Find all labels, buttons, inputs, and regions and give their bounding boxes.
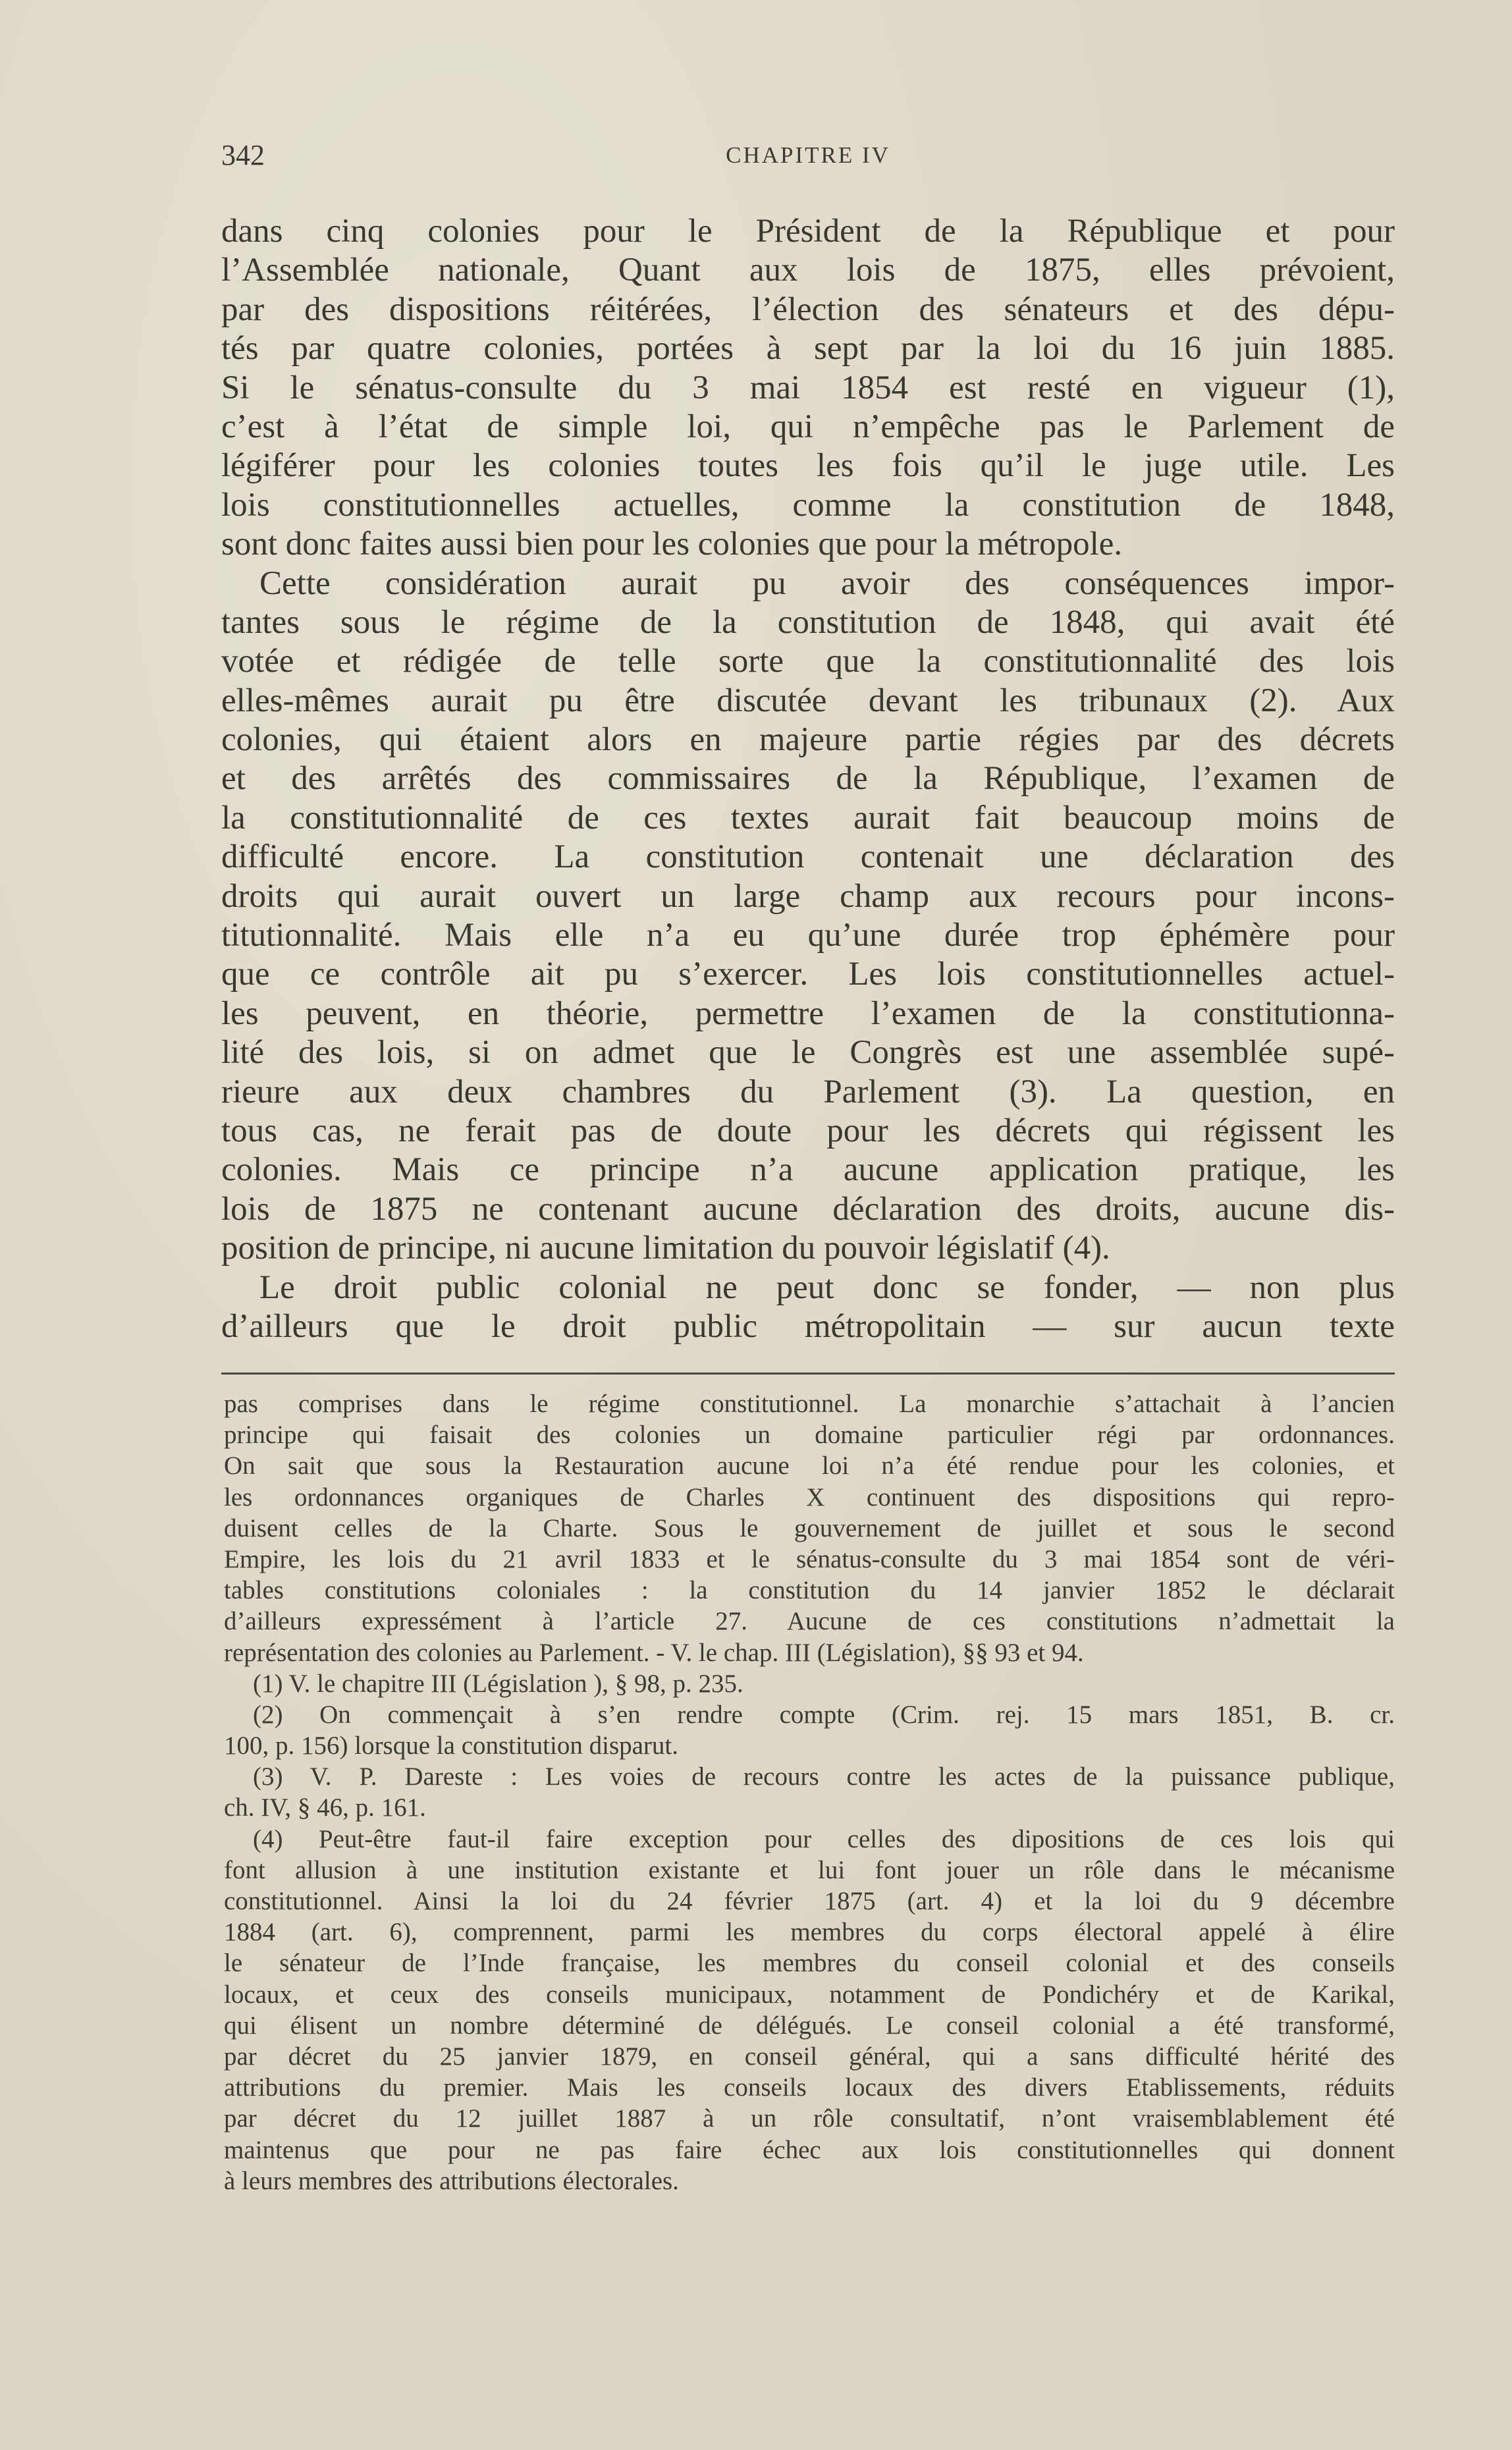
footnote-line: locaux, et ceux des conseils municipaux, notamment de Pondichéry et de Karikal,	[224, 1980, 1395, 2009]
text-line: d’ailleurs que le droit public métropolitain — sur aucun texte	[221, 1307, 1395, 1345]
text-line: sont donc faites aussi bien pour les colonies que pour la métropole.	[221, 526, 1123, 563]
footnote-line: 100, p. 156) lorsque la constitution disparut.	[224, 1731, 679, 1760]
running-header	[221, 138, 1395, 178]
text-line: colonies, qui étaient alors en majeure partie régies par des décrets	[221, 721, 1395, 759]
text-line: que ce contrôle ait pu s’exercer. Les lois constitutionnelles actuel-	[221, 956, 1395, 993]
text-line: tous cas, ne ferait pas de doute pour les décrets qui régissent les	[221, 1112, 1395, 1149]
footnote-line: qui élisent un nombre déterminé de délégués. Le conseil colonial a été transformé,	[224, 2011, 1395, 2040]
footnotes	[224, 1388, 1395, 2196]
footnote-line: constitutionnel. Ainsi la loi du 24 février 1875 (art. 4) et la loi du 9 décembre	[224, 1887, 1395, 1915]
footnote-line: attributions du premier. Mais les conseils locaux des divers Etablissements, réduits	[224, 2073, 1395, 2102]
text-line: lois de 1875 ne contenant aucune déclaration des droits, aucune dis-	[221, 1190, 1395, 1228]
text-line: les peuvent, en théorie, permettre l’examen de la constitutionna-	[221, 994, 1395, 1032]
text-line: titutionnalité. Mais elle n’a eu qu’une durée trop éphémère pour	[221, 917, 1395, 954]
footnote-line: tables constitutions coloniales : la constitution du 14 janvier 1852 le déclarait	[224, 1576, 1395, 1605]
footnote-line: (4) Peut-être faut-il faire exception pour celles des dipositions de ces lois qui	[253, 1824, 1395, 1853]
footnote-line: principe qui faisait des colonies un domaine particulier régi par ordonnances.	[224, 1421, 1395, 1450]
text-line: Si le sénatus-consulte du 3 mai 1854 est resté en vigueur (1),	[221, 369, 1395, 406]
footnote-line: 1884 (art. 6), comprennent, parmi les membres du corps électoral appelé à élire	[224, 1918, 1395, 1947]
footnote-line: d’ailleurs expressément à l’article 27. Aucune de ces constitutions n’admettait la	[224, 1607, 1395, 1636]
text-line: tés par quatre colonies, portées à sept par la loi du 16 juin 1885.	[221, 330, 1395, 368]
footnote-line: ch. IV, § 46, p. 161.	[224, 1793, 426, 1822]
chapter-title: CHAPITRE IV	[726, 142, 890, 168]
text-line: la constitutionnalité de ces textes aurait fait beaucoup moins de	[221, 799, 1395, 836]
footnote-line: Empire, les lois du 21 avril 1833 et le sénatus-consulte du 3 mai 1854 sont de véri-	[224, 1544, 1395, 1573]
footnote-line: (1) V. le chapitre III (Législation ), § 98, p. 235.	[253, 1669, 743, 1698]
text-line: tantes sous le régime de la constitution de 1848, qui avait été	[221, 603, 1395, 641]
text-line: dans cinq colonies pour le Président de la République et pour	[221, 213, 1395, 250]
text-line: votée et rédigée de telle sorte que la constitutionnalité des lois	[221, 643, 1395, 680]
text-line: colonies. Mais ce principe n’a aucune application pratique, les	[221, 1151, 1395, 1189]
page-number: 342	[221, 139, 265, 171]
text-line: position de principe, ni aucune limitation du pouvoir législatif (4).	[221, 1230, 1110, 1267]
footnote-line: par décret du 25 janvier 1879, en conseil général, qui a sans difficulté hérité des	[224, 2042, 1395, 2071]
text-line: lois constitutionnelles actuelles, comme la constitution de 1848,	[221, 486, 1395, 524]
footnote-divider	[221, 1373, 1395, 1375]
footnote-line: font allusion à une institution existante et lui font jouer un rôle dans le mécanisme	[224, 1855, 1395, 1884]
text-line: l’Assemblée nationale, Quant aux lois de 1875, elles prévoient,	[221, 252, 1395, 289]
text-line: légiférer pour les colonies toutes les fois qu’il le juge utile. Les	[221, 447, 1395, 485]
text-line: droits qui aurait ouvert un large champ aux recours pour incons-	[221, 877, 1395, 915]
text-line: c’est à l’état de simple loi, qui n’empêche pas le Parlement de	[221, 408, 1395, 445]
text-line: Cette considération aurait pu avoir des conséquences impor-	[259, 564, 1395, 602]
text-line: et des arrêtés des commissaires de la République, l’examen de	[221, 760, 1395, 798]
footnote-line: On sait que sous la Restauration aucune loi n’a été rendue pour les colonies, et	[224, 1452, 1395, 1481]
footnote-line: par décret du 12 juillet 1887 à un rôle consultatif, n’ont vraisemblablement été	[224, 2104, 1395, 2133]
text-line: par des dispositions réitérées, l’élection des sénateurs et des dépu-	[221, 290, 1395, 328]
text-line: lité des lois, si on admet que le Congrès est une assemblée supé-	[221, 1034, 1395, 1072]
footnote-line: à leurs membres des attributions électorales.	[224, 2166, 679, 2195]
footnote-line: pas comprises dans le régime constitutionnel. La monarchie s’attachait à l’ancien	[224, 1390, 1395, 1418]
footnote-line: maintenus que pour ne pas faire échec aux lois constitutionnelles qui donnent	[224, 2135, 1395, 2164]
footnote-line: le sénateur de l’Inde française, les membres du conseil colonial et des conseils	[224, 1949, 1395, 1978]
text-line: rieure aux deux chambres du Parlement (3). La question, en	[221, 1073, 1395, 1110]
text-line: difficulté encore. La constitution contenait une déclaration des	[221, 838, 1395, 876]
footnote-line: représentation des colonies au Parlement. - V. le chap. III (Législation), §§ 93 et 94.	[224, 1638, 1084, 1667]
main-text	[221, 212, 1395, 1346]
text-line: elles-mêmes aurait pu être discutée devant les tribunaux (2). Aux	[221, 682, 1395, 719]
footnote-line: les ordonnances organiques de Charles X continuent des dispositions qui repro-	[224, 1483, 1395, 1511]
footnote-line: duisent celles de la Charte. Sous le gouvernement de juillet et sous le second	[224, 1513, 1395, 1542]
text-line: Le droit public colonial ne peut donc se fonder, — non plus	[259, 1268, 1395, 1306]
footnote-line: (3) V. P. Dareste : Les voies de recours contre les actes de la puissance publique,	[253, 1762, 1395, 1791]
footnote-line: (2) On commençait à s’en rendre compte (Crim. rej. 15 mars 1851, B. cr.	[253, 1700, 1395, 1729]
